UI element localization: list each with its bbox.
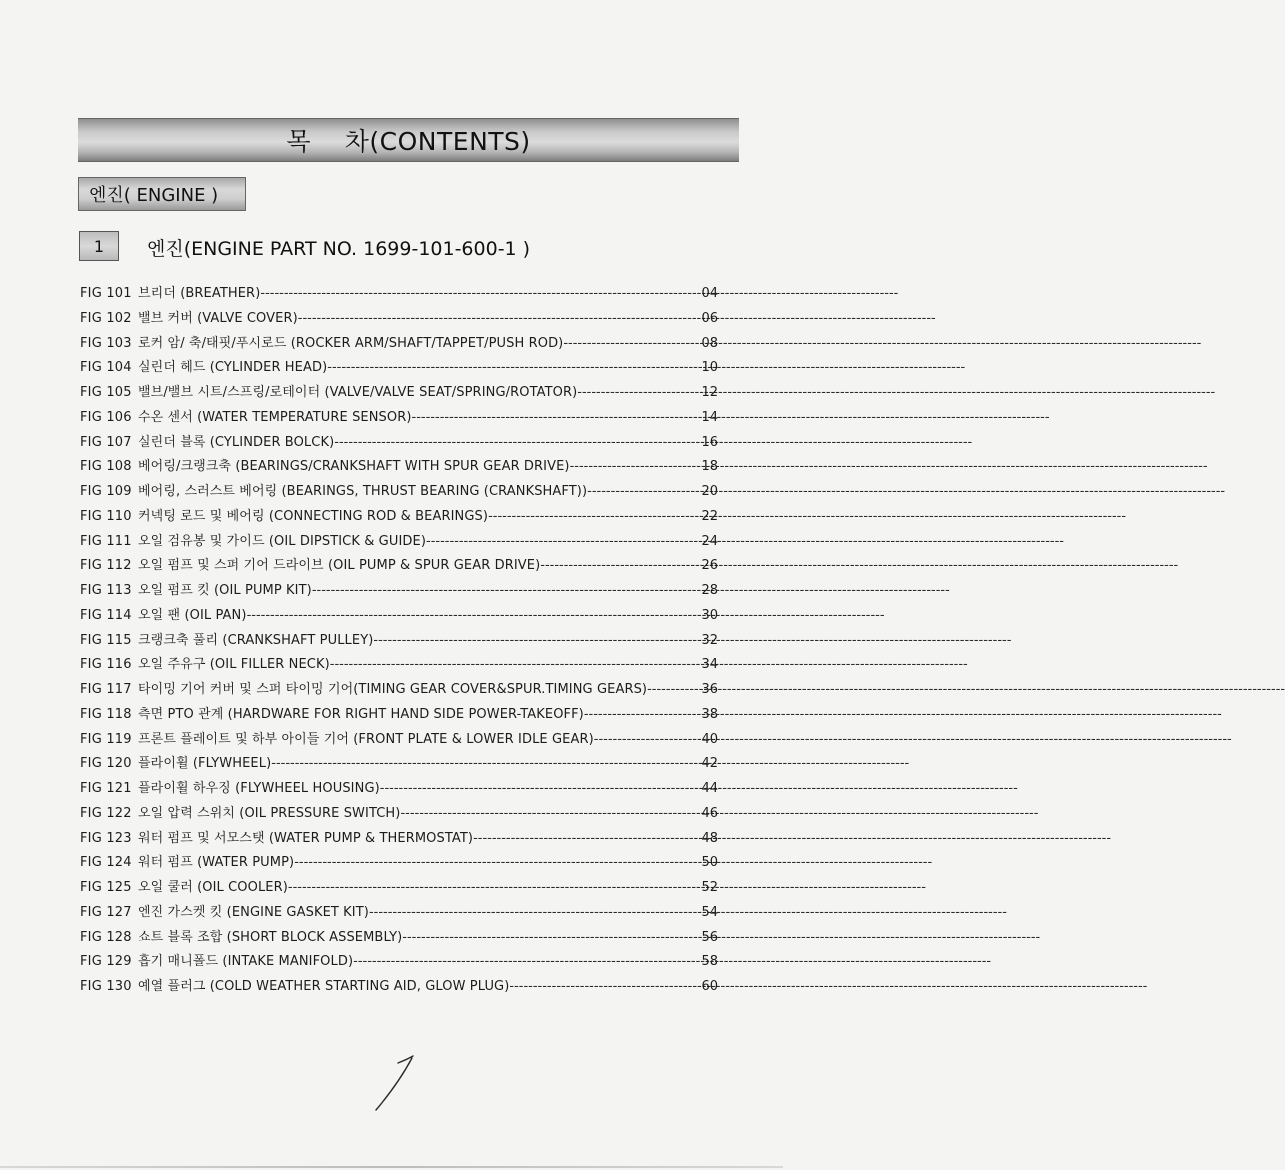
toc-entry-title: 오일 압력 스위치 (OIL PRESSURE SWITCH) bbox=[138, 805, 401, 821]
toc-page-number: 54 bbox=[701, 904, 718, 920]
toc-page-number: 36 bbox=[701, 682, 718, 697]
toc-leader-dashes bbox=[509, 979, 701, 994]
toc-entry-title: 프론트 플레이트 및 하부 아이들 기어 (FRONT PLATE & LOWER IDLE GEAR) bbox=[138, 731, 594, 747]
toc-entry-title: 측면 PTO 관계 (HARDWARE FOR RIGHT HAND SIDE POWER-TAKEOFF) bbox=[138, 706, 584, 722]
toc-leader-dashes bbox=[373, 633, 701, 648]
toc-leader-dashes bbox=[260, 286, 701, 301]
toc-page-number: 46 bbox=[701, 805, 718, 821]
toc-fig-number: FIG 107 bbox=[80, 434, 132, 450]
toc-entry bbox=[80, 678, 718, 703]
toc-page-number: 56 bbox=[701, 929, 718, 945]
toc-page-number: 60 bbox=[701, 979, 718, 994]
toc-leader-dashes bbox=[594, 732, 702, 747]
toc-leader-dashes bbox=[369, 905, 702, 920]
toc-leader-dashes bbox=[312, 583, 702, 598]
toc-entry-title: 쇼트 블록 조합 (SHORT BLOCK ASSEMBLY) bbox=[138, 929, 403, 945]
toc-leader-dashes bbox=[540, 558, 701, 573]
toc-page-number: 26 bbox=[701, 558, 718, 574]
toc-entry-title: 타이밍 기어 커버 및 스퍼 타이밍 기어(TIMING GEAR COVER&SPUR.TIMING GEARS) bbox=[138, 682, 648, 697]
toc-leader-dashes bbox=[327, 360, 701, 375]
toc-entry-title: 커넥팅 로드 및 베어링 (CONNECTING ROD & BEARINGS) bbox=[138, 508, 489, 524]
section-number-box: 1 bbox=[79, 231, 119, 261]
toc-entry-title: 브리더 (BREATHER) bbox=[138, 286, 261, 301]
subsection-title: 엔진(ENGINE PART NO. 1699-101-600-1 ) bbox=[147, 238, 531, 260]
toc-fig-number: FIG 123 bbox=[80, 830, 132, 846]
toc-entry-title: 흡기 매니폴드 (INTAKE MANIFOLD) bbox=[138, 954, 354, 970]
toc-fig-number: FIG 111 bbox=[80, 533, 132, 549]
toc-entry-title: 워터 펌프 (WATER PUMP) bbox=[138, 855, 295, 871]
toc-page-number: 58 bbox=[701, 954, 718, 970]
toc-fig-number: FIG 110 bbox=[80, 508, 132, 524]
toc-entry-title: 실린더 헤드 (CYLINDER HEAD) bbox=[138, 360, 328, 376]
toc-fig-number: FIG 119 bbox=[80, 731, 132, 747]
toc-entry bbox=[80, 332, 718, 357]
section-tab-engine bbox=[78, 177, 246, 211]
toc-entry-title: 실린더 블록 (CYLINDER BOLCK) bbox=[138, 434, 335, 450]
toc-page-number: 34 bbox=[701, 657, 718, 673]
toc-fig-number: FIG 129 bbox=[80, 954, 132, 970]
toc-fig-number: FIG 109 bbox=[80, 484, 132, 499]
toc-entry-title: 오일 쿨러 (OIL COOLER) bbox=[138, 880, 288, 895]
toc-fig-number: FIG 112 bbox=[80, 558, 132, 574]
toc-entry bbox=[80, 579, 718, 604]
section-label: 엔진( ENGINE ) bbox=[89, 185, 219, 206]
toc-entry-title: 크랭크축 풀리 (CRANKSHAFT PULLEY) bbox=[138, 632, 374, 648]
toc-page-number: 20 bbox=[701, 484, 718, 499]
toc-leader-dashes bbox=[488, 509, 701, 524]
toc-leader-dashes bbox=[647, 682, 701, 697]
toc-leader-dashes bbox=[426, 534, 701, 549]
toc-page-number: 16 bbox=[701, 434, 718, 450]
toc-fig-number: FIG 114 bbox=[80, 607, 132, 623]
toc-entry-title: 밸브 커버 (VALVE COVER) bbox=[138, 310, 298, 326]
toc-leader-dashes bbox=[247, 608, 702, 623]
toc-leader-dashes bbox=[587, 484, 701, 499]
toc-entry bbox=[80, 728, 718, 753]
toc-entry-title: 베어링/크랭크축 (BEARINGS/CRANKSHAFT WITH SPUR GEAR DRIVE) bbox=[138, 459, 570, 475]
toc-leader-dashes bbox=[400, 806, 701, 821]
toc-entry bbox=[80, 876, 718, 901]
page-title: 목 차(CONTENTS) bbox=[286, 127, 531, 156]
toc-entry-title: 베어링, 스러스트 베어링 (BEARINGS, THRUST BEARING (CRANKSHAFT)) bbox=[138, 484, 588, 499]
toc-fig-number: FIG 103 bbox=[80, 335, 132, 351]
toc-entry-title: 오일 펌프 및 스퍼 기어 드라이브 (OIL PUMP & SPUR GEAR DRIVE) bbox=[138, 558, 541, 574]
toc-leader-dashes bbox=[412, 410, 702, 425]
toc-entry-title: 수온 센서 (WATER TEMPERATURE SENSOR) bbox=[138, 409, 412, 425]
toc-entry bbox=[80, 827, 718, 852]
toc-fig-number: FIG 104 bbox=[80, 360, 132, 376]
toc-entry-title: 오일 펌프 킷 (OIL PUMP KIT) bbox=[138, 583, 312, 598]
toc-entry bbox=[80, 975, 718, 1000]
toc-entry bbox=[80, 703, 718, 728]
toc-leader-dashes bbox=[570, 459, 702, 474]
toc-leader-dashes bbox=[271, 756, 701, 771]
toc-entry bbox=[80, 381, 718, 406]
toc-fig-number: FIG 105 bbox=[80, 385, 132, 400]
toc-fig-number: FIG 106 bbox=[80, 409, 132, 425]
toc-entry-title: 엔진 가스켓 킷 (ENGINE GASKET KIT) bbox=[138, 904, 369, 920]
toc-entry bbox=[80, 505, 718, 530]
toc-page-number: 38 bbox=[701, 706, 718, 722]
toc-fig-number: FIG 128 bbox=[80, 929, 132, 945]
toc-entry-title: 플라이휠 (FLYWHEEL) bbox=[138, 756, 272, 772]
contents-header-bar bbox=[78, 118, 739, 162]
toc-page-number: 06 bbox=[701, 310, 718, 326]
toc-page-number: 18 bbox=[701, 459, 718, 475]
toc-leader-dashes bbox=[298, 311, 702, 326]
toc-page-number: 22 bbox=[701, 508, 718, 524]
bottom-edge-line bbox=[0, 1166, 783, 1168]
toc-leader-dashes bbox=[334, 435, 701, 450]
toc-leader-dashes bbox=[577, 385, 701, 400]
toc-entry bbox=[80, 530, 718, 555]
toc-entry-title: 밸브/밸브 시트/스프링/로테이터 (VALVE/VALVE SEAT/SPRING/ROTATOR) bbox=[138, 385, 578, 400]
toc-entry bbox=[80, 307, 718, 332]
toc-leader-dashes bbox=[288, 880, 702, 895]
toc-page-number: 32 bbox=[701, 632, 718, 648]
toc-leader-dashes bbox=[473, 831, 701, 846]
toc-fig-number: FIG 108 bbox=[80, 459, 132, 475]
toc-leader-dashes bbox=[402, 930, 701, 945]
toc-entry bbox=[80, 356, 718, 381]
toc-entry bbox=[80, 950, 718, 975]
toc-entry-title: 오일 주유구 (OIL FILLER NECK) bbox=[138, 657, 330, 673]
toc-entry bbox=[80, 455, 718, 480]
toc-page-number: 04 bbox=[701, 286, 718, 301]
toc-fig-number: FIG 122 bbox=[80, 805, 132, 821]
toc-entry bbox=[80, 431, 718, 456]
toc-leader-dashes bbox=[380, 781, 702, 796]
toc-page-number: 08 bbox=[701, 335, 718, 351]
toc-fig-number: FIG 117 bbox=[80, 682, 132, 697]
toc-fig-number: FIG 113 bbox=[80, 583, 132, 598]
toc-entry-title: 워터 펌프 및 서모스탯 (WATER PUMP & THERMOSTAT) bbox=[138, 830, 474, 846]
toc-page-number: 42 bbox=[701, 756, 718, 772]
toc-entry bbox=[80, 653, 718, 678]
toc-page-number: 28 bbox=[701, 583, 718, 598]
toc-entry bbox=[80, 802, 718, 827]
toc-page-number: 52 bbox=[701, 880, 718, 895]
toc-fig-number: FIG 116 bbox=[80, 657, 132, 673]
toc-leader-dashes bbox=[584, 707, 702, 722]
toc-page-number: 48 bbox=[701, 830, 718, 846]
toc-fig-number: FIG 102 bbox=[80, 310, 132, 326]
toc-entry bbox=[80, 604, 718, 629]
toc-page-number: 30 bbox=[701, 607, 718, 623]
toc-entry bbox=[80, 752, 718, 777]
toc-fig-number: FIG 121 bbox=[80, 781, 132, 796]
toc-fig-number: FIG 101 bbox=[80, 286, 132, 301]
toc-fig-number: FIG 115 bbox=[80, 632, 132, 648]
toc-leader-dashes bbox=[330, 657, 702, 672]
toc-entry-title: 오일 검유봉 및 가이드 (OIL DIPSTICK & GUIDE) bbox=[138, 533, 426, 549]
toc-entry-title: 오일 팬 (OIL PAN) bbox=[138, 607, 247, 623]
toc-page-number: 50 bbox=[701, 855, 718, 871]
toc-leader-dashes bbox=[353, 954, 701, 969]
toc-entry bbox=[80, 777, 718, 802]
toc-fig-number: FIG 118 bbox=[80, 706, 132, 722]
toc-entry bbox=[80, 851, 718, 876]
toc-fig-number: FIG 125 bbox=[80, 880, 132, 895]
toc-page-number: 14 bbox=[701, 409, 718, 425]
toc-entry bbox=[80, 282, 718, 307]
toc-fig-number: FIG 130 bbox=[80, 979, 132, 994]
toc-list bbox=[80, 282, 718, 1000]
toc-entry-title: 로커 암/ 축/태핏/푸시로드 (ROCKER ARM/SHAFT/TAPPET/PUSH ROD) bbox=[138, 335, 564, 351]
toc-page-number: 12 bbox=[701, 385, 718, 400]
toc-entry bbox=[80, 901, 718, 926]
toc-entry bbox=[80, 554, 718, 579]
toc-entry bbox=[80, 406, 718, 431]
toc-entry bbox=[80, 629, 718, 654]
toc-fig-number: FIG 127 bbox=[80, 904, 132, 920]
toc-page-number: 24 bbox=[701, 533, 718, 549]
toc-leader-dashes bbox=[563, 336, 701, 351]
toc-page-number: 44 bbox=[701, 781, 718, 796]
toc-entry bbox=[80, 926, 718, 951]
toc-entry-title: 플라이휠 하우징 (FLYWHEEL HOUSING) bbox=[138, 781, 380, 796]
toc-fig-number: FIG 124 bbox=[80, 855, 132, 871]
toc-page-number: 40 bbox=[701, 731, 718, 747]
toc-leader-dashes bbox=[294, 855, 701, 870]
toc-page-number: 10 bbox=[701, 360, 718, 376]
toc-entry bbox=[80, 480, 718, 505]
handwritten-page-mark bbox=[368, 1055, 418, 1113]
toc-fig-number: FIG 120 bbox=[80, 756, 132, 772]
toc-entry-title: 예열 플러그 (COLD WEATHER STARTING AID, GLOW PLUG) bbox=[138, 979, 510, 994]
